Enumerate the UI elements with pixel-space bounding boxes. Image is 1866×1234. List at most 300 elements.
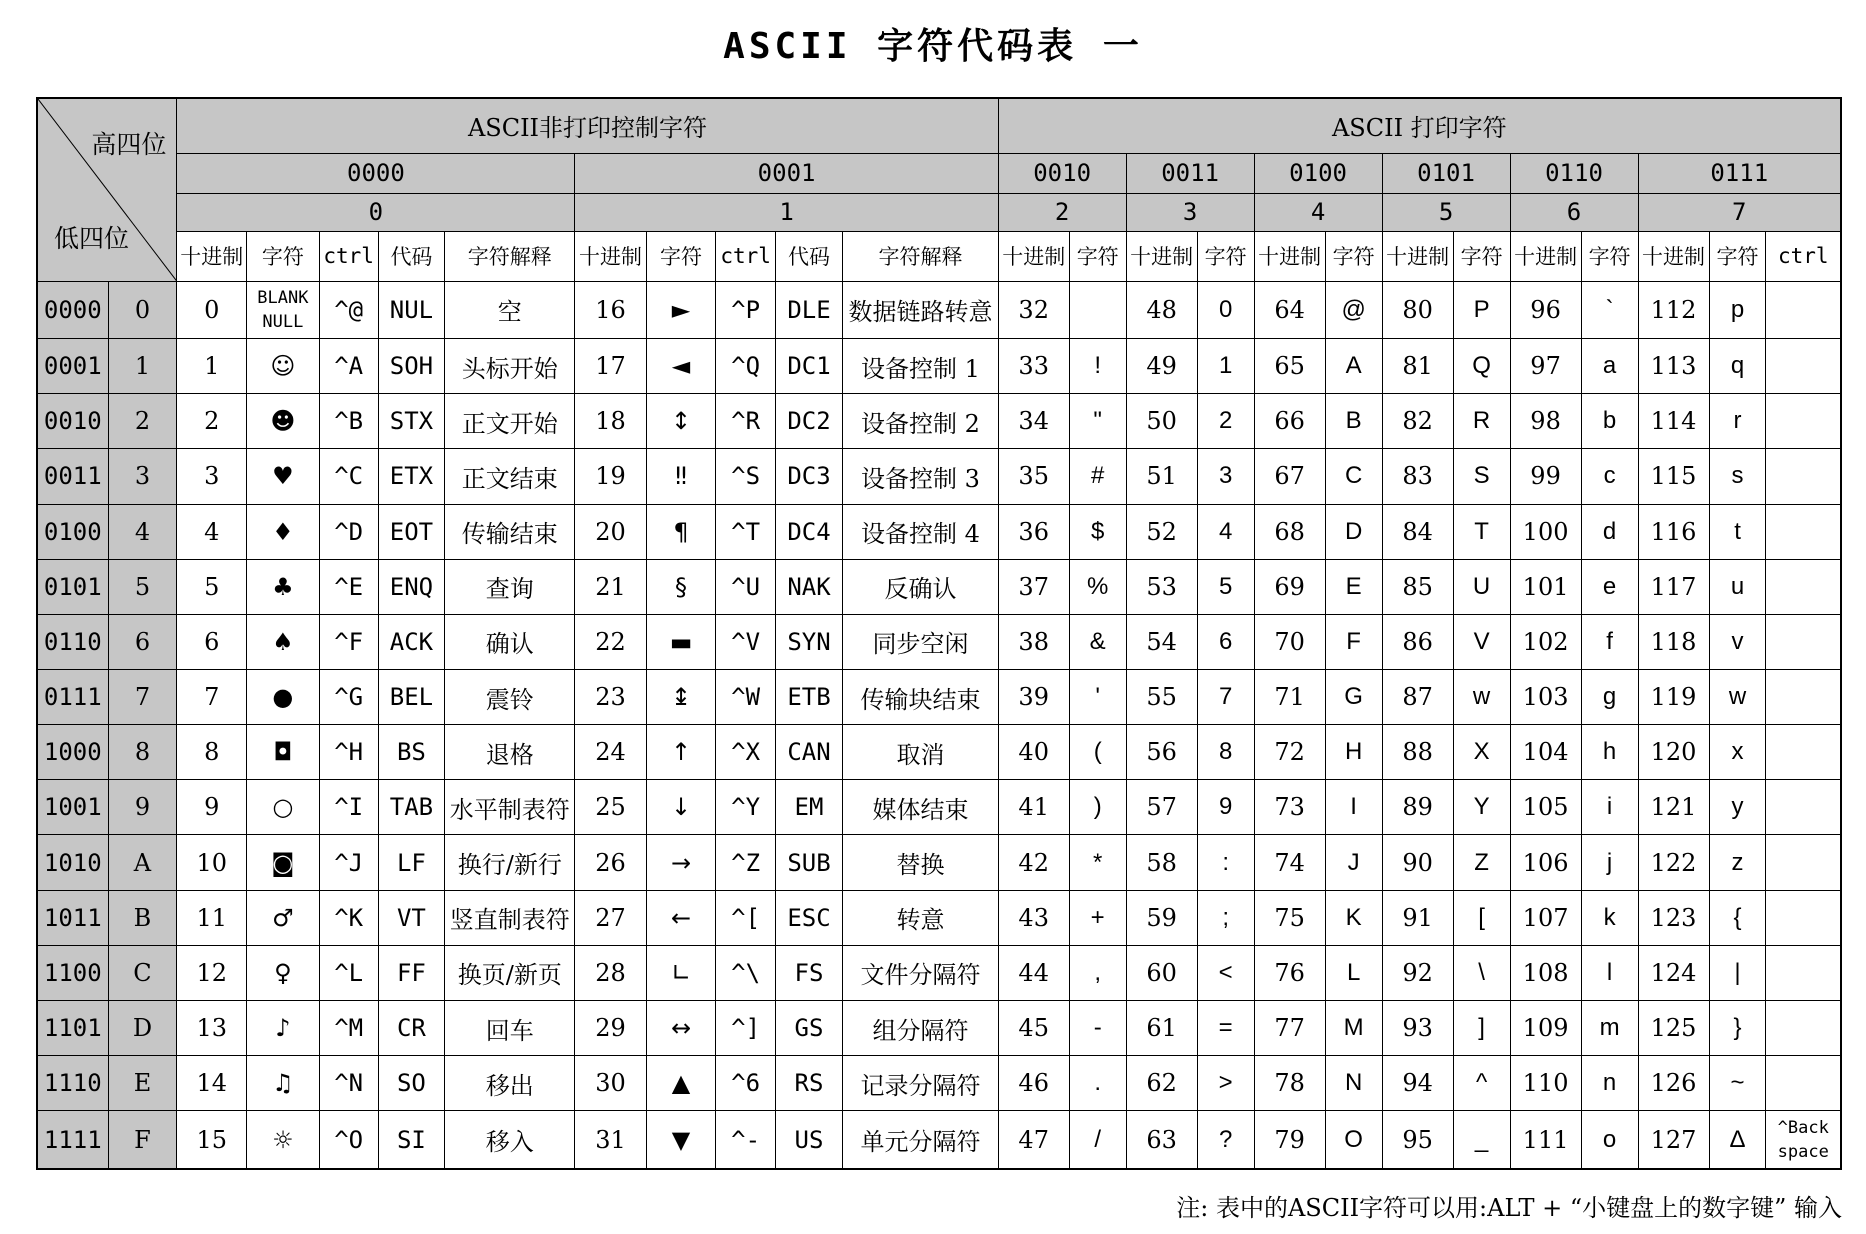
table-row: [37, 1000, 1841, 1055]
char-cell: O: [1325, 1111, 1382, 1169]
table-row: [37, 1056, 1841, 1111]
char-cell: k: [1581, 890, 1638, 945]
char-cell: :: [1197, 835, 1254, 890]
decimal-cell: 63: [1126, 1111, 1197, 1169]
decimal-cell: 90: [1382, 835, 1453, 890]
decimal-cell: 8: [177, 725, 247, 780]
decimal-cell: 83: [1382, 449, 1453, 504]
decimal-cell: 14: [177, 1056, 247, 1111]
ctrl-cell: [1766, 1111, 1841, 1169]
row-low-bits: 1001: [37, 780, 108, 835]
subheader-char: 字符: [1069, 232, 1126, 281]
char-cell: ,: [1069, 945, 1126, 1000]
code-cell: EM: [775, 780, 843, 835]
ctrl-cell: ^F: [319, 614, 378, 669]
cell-line: ^Back: [1777, 1117, 1829, 1138]
meaning-cell: 移出: [445, 1056, 575, 1111]
char-cell: #: [1069, 449, 1126, 504]
meaning-cell: 取消: [843, 725, 998, 780]
row-low-bits: 0011: [37, 449, 108, 504]
meaning-cell: 移入: [445, 1111, 575, 1169]
ctrl-cell: ^Z: [716, 835, 775, 890]
code-cell: ETB: [775, 669, 843, 724]
decimal-cell: 24: [575, 725, 646, 780]
meaning-cell: 换行/新行: [445, 835, 575, 890]
decimal-cell: 6: [177, 614, 247, 669]
decimal-cell: 17: [575, 339, 646, 394]
char-cell: ~: [1709, 1056, 1766, 1111]
char-cell: ?: [1197, 1111, 1254, 1169]
subheader-ctrl: ctrl: [319, 232, 378, 281]
row-low-hex: C: [108, 945, 177, 1000]
row-low-hex: 4: [108, 504, 177, 559]
meaning-cell: 设备控制 4: [843, 504, 998, 559]
subheader-char: 字符: [1581, 232, 1638, 281]
decimal-cell: 112: [1638, 281, 1709, 339]
decimal-cell: 42: [998, 835, 1069, 890]
decimal-cell: 120: [1638, 725, 1709, 780]
decimal-cell: 43: [998, 890, 1069, 945]
decimal-cell: 55: [1126, 669, 1197, 724]
char-cell: d: [1581, 504, 1638, 559]
row-low-hex: 1: [108, 339, 177, 394]
row-low-hex: 9: [108, 780, 177, 835]
decimal-cell: 77: [1254, 1000, 1325, 1055]
decimal-cell: 58: [1126, 835, 1197, 890]
decimal-cell: 28: [575, 945, 646, 1000]
code-cell: RS: [775, 1056, 843, 1111]
decimal-cell: 51: [1126, 449, 1197, 504]
row-low-hex: 8: [108, 725, 177, 780]
meaning-cell: 记录分隔符: [843, 1056, 998, 1111]
table-row: [37, 1111, 1841, 1169]
char-cell: l: [1581, 945, 1638, 1000]
decimal-cell: 34: [998, 394, 1069, 449]
ctrl-cell: [1766, 1056, 1841, 1111]
subheader-meaning: 字符解释: [445, 232, 575, 281]
row-low-bits: 1111: [37, 1111, 108, 1169]
ctrl-cell: [1766, 669, 1841, 724]
meaning-cell: 退格: [445, 725, 575, 780]
decimal-cell: 50: [1126, 394, 1197, 449]
ctrl-cell: ^Q: [716, 339, 775, 394]
subheader-decimal: 十进制: [1638, 232, 1709, 281]
ctrl-cell: ^O: [319, 1111, 378, 1169]
subheader-decimal: 十进制: [998, 232, 1069, 281]
decimal-cell: 27: [575, 890, 646, 945]
char-cell: §: [646, 559, 716, 614]
char-cell: `: [1581, 281, 1638, 339]
subheader-char: 字符: [1709, 232, 1766, 281]
meaning-cell: 震铃: [445, 669, 575, 724]
char-cell: s: [1709, 449, 1766, 504]
char-cell: Δ: [1709, 1111, 1766, 1169]
ctrl-cell: ^M: [319, 1000, 378, 1055]
char-cell: 3: [1197, 449, 1254, 504]
table-row: [37, 449, 1841, 504]
char-cell: ♣: [247, 559, 319, 614]
row-low-hex: B: [108, 890, 177, 945]
char-cell: N: [1325, 1056, 1382, 1111]
decimal-cell: 113: [1638, 339, 1709, 394]
ctrl-cell: ^A: [319, 339, 378, 394]
char-cell: ": [1069, 394, 1126, 449]
char-cell: $: [1069, 504, 1126, 559]
char-cell: E: [1325, 559, 1382, 614]
row-low-bits: 0000: [37, 281, 108, 339]
char-cell: 2: [1197, 394, 1254, 449]
decimal-cell: 44: [998, 945, 1069, 1000]
decimal-cell: 60: [1126, 945, 1197, 1000]
code-cell: CR: [378, 1000, 444, 1055]
char-cell: 0: [1197, 281, 1254, 339]
char-cell: =: [1197, 1000, 1254, 1055]
meaning-cell: 设备控制 3: [843, 449, 998, 504]
decimal-cell: 124: [1638, 945, 1709, 1000]
code-cell: STX: [378, 394, 444, 449]
char-cell: ↓: [646, 780, 716, 835]
meaning-cell: 文件分隔符: [843, 945, 998, 1000]
decimal-cell: 46: [998, 1056, 1069, 1111]
ctrl-cell: [1766, 339, 1841, 394]
char-cell: c: [1581, 449, 1638, 504]
high-bits-header: 0011: [1126, 153, 1254, 193]
low-nibble-label: 低四位: [54, 223, 130, 253]
row-low-bits: 0100: [37, 504, 108, 559]
decimal-cell: 81: [1382, 339, 1453, 394]
row-low-bits: 1101: [37, 1000, 108, 1055]
decimal-cell: 105: [1510, 780, 1581, 835]
decimal-cell: 102: [1510, 614, 1581, 669]
subheader-char: 字符: [1325, 232, 1382, 281]
char-cell: ▼: [646, 1111, 716, 1169]
decimal-cell: 98: [1510, 394, 1581, 449]
decimal-cell: 16: [575, 281, 646, 339]
control-chars-group-header: ASCII非打印控制字符: [177, 98, 998, 153]
row-low-bits: 1100: [37, 945, 108, 1000]
char-cell: p: [1709, 281, 1766, 339]
char-cell: ♪: [247, 1000, 319, 1055]
subheader-char: 字符: [1197, 232, 1254, 281]
char-cell: I: [1325, 780, 1382, 835]
ctrl-cell: [1766, 281, 1841, 339]
decimal-cell: 38: [998, 614, 1069, 669]
ctrl-cell: ^R: [716, 394, 775, 449]
decimal-cell: 109: [1510, 1000, 1581, 1055]
decimal-cell: 26: [575, 835, 646, 890]
char-cell: D: [1325, 504, 1382, 559]
subheader-meaning: 字符解释: [843, 232, 998, 281]
char-cell: ◙: [247, 835, 319, 890]
code-cell: VT: [378, 890, 444, 945]
high-bits-header: 0101: [1382, 153, 1510, 193]
char-cell: y: [1709, 780, 1766, 835]
row-low-bits: 1010: [37, 835, 108, 890]
decimal-cell: 95: [1382, 1111, 1453, 1169]
char-cell: w: [1709, 669, 1766, 724]
decimal-cell: 23: [575, 669, 646, 724]
decimal-cell: 10: [177, 835, 247, 890]
ctrl-cell: ^D: [319, 504, 378, 559]
meaning-cell: 单元分隔符: [843, 1111, 998, 1169]
subheader-char: 字符: [247, 232, 319, 281]
decimal-cell: 57: [1126, 780, 1197, 835]
high-hex-header: 0: [177, 193, 575, 232]
ctrl-cell: ^T: [716, 504, 775, 559]
char-cell: C: [1325, 449, 1382, 504]
code-cell: ENQ: [378, 559, 444, 614]
high-hex-header: 1: [575, 193, 998, 232]
char-cell: ♀: [247, 945, 319, 1000]
char-cell: t: [1709, 504, 1766, 559]
decimal-cell: 78: [1254, 1056, 1325, 1111]
decimal-cell: 11: [177, 890, 247, 945]
row-low-bits: 0010: [37, 394, 108, 449]
char-cell: ↔: [646, 1000, 716, 1055]
ctrl-cell: ^U: [716, 559, 775, 614]
decimal-cell: 39: [998, 669, 1069, 724]
ctrl-cell: ^S: [716, 449, 775, 504]
char-cell: 5: [1197, 559, 1254, 614]
table-row: [37, 835, 1841, 890]
char-cell: &: [1069, 614, 1126, 669]
decimal-cell: 86: [1382, 614, 1453, 669]
row-low-hex: 7: [108, 669, 177, 724]
ctrl-cell: ^H: [319, 725, 378, 780]
char-cell: T: [1453, 504, 1510, 559]
code-cell: FS: [775, 945, 843, 1000]
char-cell: Y: [1453, 780, 1510, 835]
char-cell: }: [1709, 1000, 1766, 1055]
cell-line: NULL: [262, 311, 304, 332]
code-cell: EOT: [378, 504, 444, 559]
decimal-cell: 4: [177, 504, 247, 559]
decimal-cell: 107: [1510, 890, 1581, 945]
decimal-cell: 74: [1254, 835, 1325, 890]
decimal-cell: 53: [1126, 559, 1197, 614]
ctrl-cell: ^K: [319, 890, 378, 945]
char-cell: →: [646, 835, 716, 890]
row-low-bits: 1110: [37, 1056, 108, 1111]
char-cell: n: [1581, 1056, 1638, 1111]
char-cell: 8: [1197, 725, 1254, 780]
ctrl-cell: ^]: [716, 1000, 775, 1055]
char-cell: h: [1581, 725, 1638, 780]
subheader-char: 字符: [646, 232, 716, 281]
meaning-cell: 设备控制 1: [843, 339, 998, 394]
meaning-cell: 替换: [843, 835, 998, 890]
row-low-hex: D: [108, 1000, 177, 1055]
subheader-decimal: 十进制: [575, 232, 646, 281]
table-row: [37, 780, 1841, 835]
code-cell: SO: [378, 1056, 444, 1111]
ctrl-cell: ^@: [319, 281, 378, 339]
ctrl-cell: ^Y: [716, 780, 775, 835]
decimal-cell: 49: [1126, 339, 1197, 394]
char-cell: -: [1069, 1000, 1126, 1055]
decimal-cell: 1: [177, 339, 247, 394]
char-cell: J: [1325, 835, 1382, 890]
footnote: 注: 表中的ASCII字符可以用:ALT + “小键盘上的数字键” 输入: [1176, 1194, 1842, 1222]
decimal-cell: 79: [1254, 1111, 1325, 1169]
char-cell: ▲: [646, 1056, 716, 1111]
row-low-bits: 0001: [37, 339, 108, 394]
decimal-cell: 64: [1254, 281, 1325, 339]
code-cell: DC1: [775, 339, 843, 394]
char-cell: ◘: [247, 725, 319, 780]
code-cell: ACK: [378, 614, 444, 669]
decimal-cell: 52: [1126, 504, 1197, 559]
char-cell: _: [1453, 1111, 1510, 1169]
decimal-cell: 103: [1510, 669, 1581, 724]
char-cell: ♥: [247, 449, 319, 504]
ctrl-cell: ^[: [716, 890, 775, 945]
high-bits-header: 0010: [998, 153, 1126, 193]
ctrl-cell: [1766, 890, 1841, 945]
decimal-cell: 13: [177, 1000, 247, 1055]
decimal-cell: 61: [1126, 1000, 1197, 1055]
char-cell: v: [1709, 614, 1766, 669]
decimal-cell: 75: [1254, 890, 1325, 945]
decimal-cell: 96: [1510, 281, 1581, 339]
meaning-cell: 同步空闲: [843, 614, 998, 669]
char-cell: ): [1069, 780, 1126, 835]
subheader-code: 代码: [775, 232, 843, 281]
subheader-decimal: 十进制: [1254, 232, 1325, 281]
subheader-decimal: 十进制: [1126, 232, 1197, 281]
decimal-cell: 71: [1254, 669, 1325, 724]
decimal-cell: 40: [998, 725, 1069, 780]
decimal-cell: 92: [1382, 945, 1453, 1000]
decimal-cell: 121: [1638, 780, 1709, 835]
char-cell: ◄: [646, 339, 716, 394]
ctrl-cell: ^B: [319, 394, 378, 449]
char-cell: /: [1069, 1111, 1126, 1169]
ctrl-cell: ^\: [716, 945, 775, 1000]
char-cell: ^: [1453, 1056, 1510, 1111]
row-low-hex: F: [108, 1111, 177, 1169]
decimal-cell: 72: [1254, 725, 1325, 780]
ctrl-cell: ^E: [319, 559, 378, 614]
decimal-cell: 127: [1638, 1111, 1709, 1169]
char-cell: F: [1325, 614, 1382, 669]
table-row: [37, 945, 1841, 1000]
code-cell: ETX: [378, 449, 444, 504]
decimal-cell: 3: [177, 449, 247, 504]
decimal-cell: 22: [575, 614, 646, 669]
ctrl-cell: ^I: [319, 780, 378, 835]
ctrl-cell: ^J: [319, 835, 378, 890]
code-cell: DC2: [775, 394, 843, 449]
row-low-hex: 3: [108, 449, 177, 504]
code-cell: SI: [378, 1111, 444, 1169]
decimal-cell: 47: [998, 1111, 1069, 1169]
ctrl-cell: [1766, 614, 1841, 669]
high-bits-header: 0001: [575, 153, 998, 193]
meaning-cell: 竖直制表符: [445, 890, 575, 945]
char-cell: m: [1581, 1000, 1638, 1055]
code-cell: GS: [775, 1000, 843, 1055]
decimal-cell: 56: [1126, 725, 1197, 780]
char-cell: +: [1069, 890, 1126, 945]
row-low-hex: E: [108, 1056, 177, 1111]
high-nibble-label: 高四位: [91, 130, 167, 159]
char-cell: ↨: [646, 669, 716, 724]
decimal-cell: 122: [1638, 835, 1709, 890]
decimal-cell: 12: [177, 945, 247, 1000]
ctrl-cell: [1766, 945, 1841, 1000]
high-bits-header: 0110: [1510, 153, 1638, 193]
decimal-cell: 125: [1638, 1000, 1709, 1055]
ctrl-cell: ^6: [716, 1056, 775, 1111]
char-cell: {: [1709, 890, 1766, 945]
char-cell: 7: [1197, 669, 1254, 724]
code-cell: NAK: [775, 559, 843, 614]
table-row: [37, 394, 1841, 449]
code-cell: ESC: [775, 890, 843, 945]
char-cell: P: [1453, 281, 1510, 339]
char-cell: L: [1325, 945, 1382, 1000]
ctrl-cell: [1766, 504, 1841, 559]
ctrl-cell: [1766, 394, 1841, 449]
ctrl-cell: [1766, 1000, 1841, 1055]
char-cell: o: [1581, 1111, 1638, 1169]
high-hex-header: 7: [1638, 193, 1841, 232]
decimal-cell: 115: [1638, 449, 1709, 504]
decimal-cell: 117: [1638, 559, 1709, 614]
char-cell: [: [1453, 890, 1510, 945]
ctrl-cell: ^X: [716, 725, 775, 780]
decimal-cell: 126: [1638, 1056, 1709, 1111]
meaning-cell: 反确认: [843, 559, 998, 614]
char-cell: B: [1325, 394, 1382, 449]
char-cell: ↑: [646, 725, 716, 780]
decimal-cell: 30: [575, 1056, 646, 1111]
char-cell: z: [1709, 835, 1766, 890]
ctrl-cell: ^P: [716, 281, 775, 339]
high-bits-header: 0000: [177, 153, 575, 193]
code-cell: NUL: [378, 281, 444, 339]
decimal-cell: 65: [1254, 339, 1325, 394]
ctrl-cell: [1766, 835, 1841, 890]
meaning-cell: 转意: [843, 890, 998, 945]
decimal-cell: 36: [998, 504, 1069, 559]
meaning-cell: 组分隔符: [843, 1000, 998, 1055]
char-cell: ♠: [247, 614, 319, 669]
char-cell: *: [1069, 835, 1126, 890]
char-cell: S: [1453, 449, 1510, 504]
high-hex-header: 6: [1510, 193, 1638, 232]
meaning-cell: 换页/新页: [445, 945, 575, 1000]
row-low-bits: 0111: [37, 669, 108, 724]
decimal-cell: 66: [1254, 394, 1325, 449]
subheader-decimal: 十进制: [177, 232, 247, 281]
meaning-cell: 确认: [445, 614, 575, 669]
char-cell: r: [1709, 394, 1766, 449]
subheader-ctrl: ctrl: [1766, 232, 1841, 281]
char-cell: X: [1453, 725, 1510, 780]
char-cell: G: [1325, 669, 1382, 724]
ctrl-cell: ^G: [319, 669, 378, 724]
char-cell: <: [1197, 945, 1254, 1000]
decimal-cell: 15: [177, 1111, 247, 1169]
char-cell: a: [1581, 339, 1638, 394]
code-cell: SOH: [378, 339, 444, 394]
meaning-cell: 正文开始: [445, 394, 575, 449]
page-title: ASCII 字符代码表 一: [723, 26, 1143, 67]
char-cell: (: [1069, 725, 1126, 780]
ascii-code-table: [36, 97, 1842, 1170]
